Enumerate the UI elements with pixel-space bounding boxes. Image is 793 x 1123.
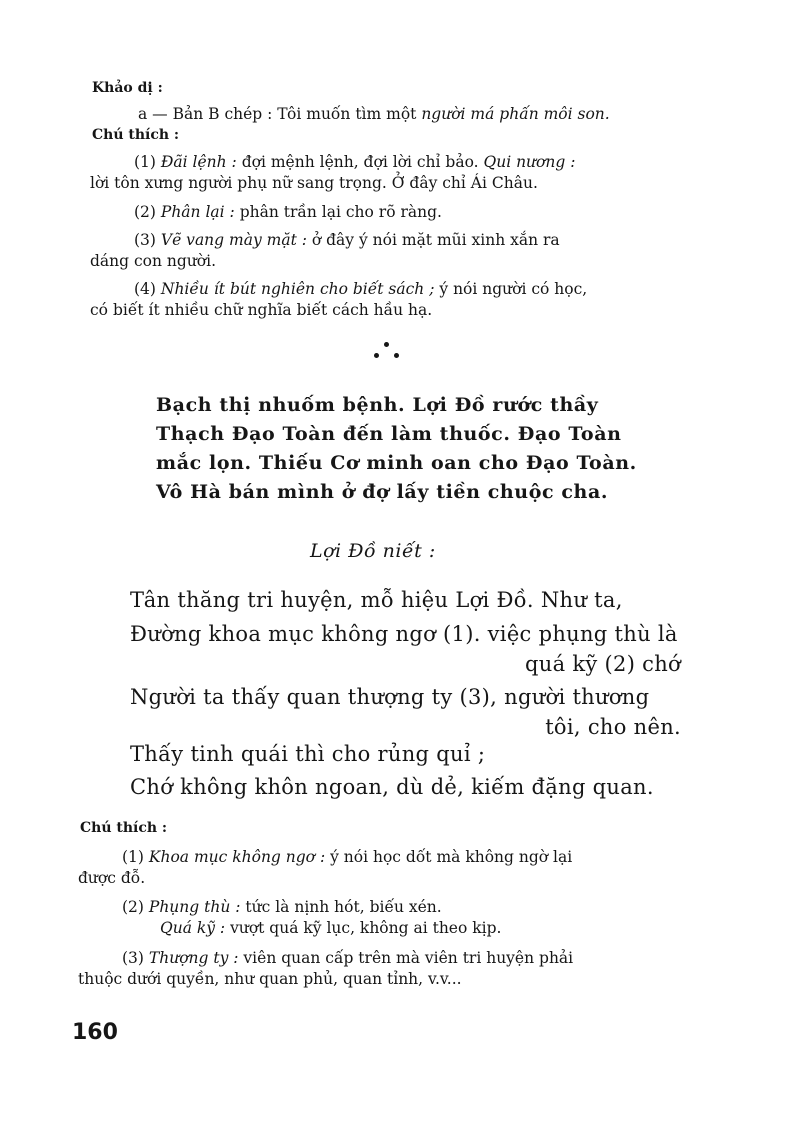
section-ornament	[370, 340, 410, 364]
note-3-num: (3)	[134, 231, 161, 249]
poem-line-3: Người ta thấy quan thượng ty (3), người thương	[130, 685, 650, 709]
note-1-num: (1)	[134, 153, 161, 171]
note-3-line-1	[134, 230, 560, 250]
note-3-text: ở đây ý nói mặt mũi xinh xắn ra	[306, 231, 560, 249]
bottom-note-2	[122, 897, 442, 917]
page-number: 160	[72, 1020, 118, 1045]
bottom-note-2-text: tức là nịnh hót, biếu xén.	[240, 898, 442, 916]
note-3-term: Vẽ vang mày mặt :	[160, 231, 307, 249]
variant-italic: người má phấn môi son.	[421, 105, 610, 123]
note-3-line-2: dáng con người.	[90, 252, 217, 270]
bottom-note-3-term: Thượng ty :	[148, 949, 239, 967]
summary-line-3: mắc lọn. Thiếu Cơ minh oan cho Đạo Toàn.	[156, 452, 637, 474]
khao-di-label: Khảo dị :	[92, 80, 163, 96]
note-2	[134, 202, 442, 222]
bottom-note-2b-text: vượt quá kỹ lục, không ai theo kịp.	[225, 919, 502, 937]
poem-line-2: Đường khoa mục không ngơ (1). việc phụng thù là	[130, 622, 678, 646]
bottom-note-3-line-1	[122, 948, 573, 968]
bottom-note-2-num: (2)	[122, 898, 149, 916]
poem-line-5: Chớ không khôn ngoan, dù dẻ, kiếm đặng quan.	[130, 775, 654, 799]
note-1-text: đợi mệnh lệnh, đợi lời chỉ bảo.	[236, 153, 484, 171]
poem-line-3-cont: tôi, cho nên.	[545, 715, 681, 739]
variant-lead: a — Bản B chép : Tôi muốn tìm một	[138, 105, 422, 123]
note-4-line-2: có biết ít nhiều chữ nghĩa biết cách hầu hạ.	[90, 301, 433, 319]
note-1-line-1	[134, 152, 575, 172]
bottom-note-1-num: (1)	[122, 848, 149, 866]
bottom-note-1-line-2: được đỗ.	[78, 869, 146, 887]
note-4-line-1	[134, 279, 587, 299]
section-title: Lợi Đồ niết :	[310, 540, 436, 562]
bottom-note-2-term: Phụng thù :	[148, 898, 241, 916]
bottom-note-3-text: viên quan cấp trên mà viên tri huyện phải	[238, 949, 574, 967]
bottom-note-1-text: ý nói học dốt mà không ngờ lại	[325, 848, 573, 866]
ornament-dot	[394, 353, 399, 358]
bottom-note-2b-term: Quá kỹ :	[160, 919, 226, 937]
ornament-dot	[384, 342, 389, 347]
summary-line-1: Bạch thị nhuốm bệnh. Lợi Đồ rước thầy	[156, 394, 599, 416]
poem-line-4: Thấy tinh quái thì cho rủng quỉ ;	[130, 742, 486, 766]
variant-line	[138, 104, 610, 124]
note-1-term-2: Qui nương :	[483, 153, 576, 171]
note-4-num: (4)	[134, 280, 161, 298]
note-4-term: Nhiều ít bút nghiên cho biết sách ;	[160, 280, 435, 298]
note-2-term: Phân lại :	[160, 203, 235, 221]
note-4-text: ý nói người có học,	[434, 280, 588, 298]
notes-label-top: Chú thích :	[92, 127, 180, 143]
summary-line-2: Thạch Đạo Toàn đến làm thuốc. Đạo Toàn	[156, 423, 622, 445]
notes-label-bottom: Chú thích :	[80, 820, 168, 836]
summary-line-4: Vô Hà bán mình ở đợ lấy tiền chuộc cha.	[156, 481, 609, 503]
note-2-text: phân trần lại cho rõ ràng.	[234, 203, 442, 221]
note-1-line-2: lời tôn xưng người phụ nữ sang trọng. Ở đây chỉ Ái Châu.	[90, 174, 538, 192]
bottom-note-2b	[160, 918, 501, 938]
ornament-dot	[374, 353, 379, 358]
note-1-term: Đãi lệnh :	[160, 153, 237, 171]
poem-line-1: Tân thăng tri huyện, mỗ hiệu Lợi Đồ. Như ta,	[130, 588, 623, 612]
bottom-note-3-line-2: thuộc dưới quyền, như quan phủ, quan tỉnh, v.v...	[78, 970, 462, 988]
bottom-note-1-line-1	[122, 847, 572, 867]
bottom-note-1-term: Khoa mục không ngơ :	[148, 848, 326, 866]
poem-line-2-cont: quá kỹ (2) chớ	[525, 652, 681, 676]
bottom-note-3-num: (3)	[122, 949, 149, 967]
note-2-num: (2)	[134, 203, 161, 221]
